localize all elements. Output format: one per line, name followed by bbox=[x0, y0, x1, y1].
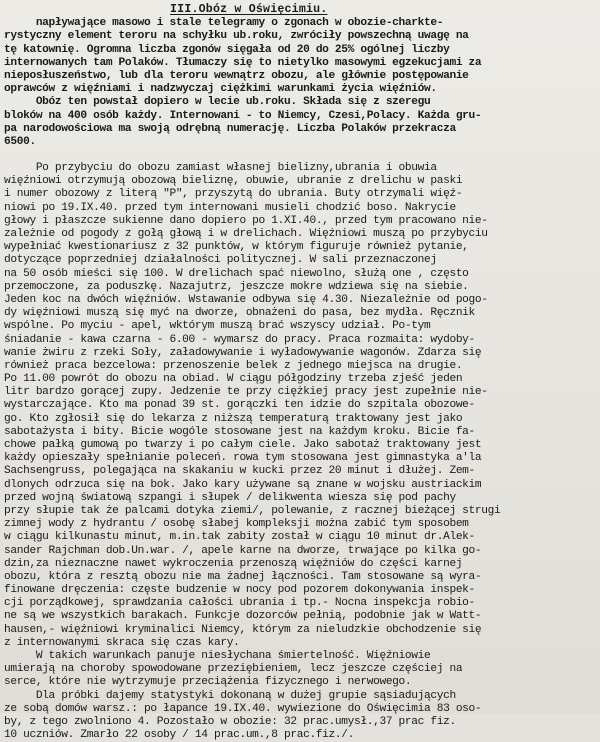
text-line: bloków na 400 osób każdy. Internowani - to Niemcy, Czesi,Polacy. Każda gru- bbox=[4, 109, 482, 122]
text-line: przed wojną światową szpangi i słupek / delikwenta wiesza się pod pachy bbox=[4, 491, 456, 504]
text-line: 6500. bbox=[4, 135, 36, 148]
text-line: tę katownię. Ogromna liczba zgonów sięgała od 20 do 25% ogólnej liczby bbox=[4, 43, 450, 56]
paragraph-mortality bbox=[4, 650, 596, 742]
text-line: niowi po 19.IX.40. przed tym internowani musieli chodzić boso. Nakrycie bbox=[4, 201, 456, 214]
text-line: głowy i płaszcze sukienne dano dopiero po 1.XI.40., przed tym pracowano nie- bbox=[4, 214, 488, 227]
text-line: z internowanymi skraca się czas kary. bbox=[4, 636, 240, 649]
text-line: Obóz ten powstał dopiero w lecie ub.roku. Składa się z szeregu bbox=[4, 96, 431, 109]
text-line: wspólne. Po myciu - apel, wktórym muszą brać wszyscy udział. Po-tym bbox=[4, 320, 431, 333]
text-line: zależnie od pogody z gołą głową i w drelichach. Więźniowi muszą po przybyciu bbox=[4, 228, 488, 241]
text-line: śniadanie - kawa czarna - 6.00 - wymarsz do pracy. Praca rozmaita: wydoby- bbox=[4, 333, 475, 346]
text-line: dlonych odrzuca się na bok. Jako kary używane są znane w wojsku austriackim bbox=[4, 478, 482, 491]
text-line: więźniowi otrzymują obozową bieliznę, obuwie, ubranie z drelichu w paski bbox=[4, 175, 463, 188]
text-line: w ciągu kilkunastu minut, m.in.tak zabity został w ciągu 10 minut dr.Alek- bbox=[4, 531, 475, 544]
text-line: wystarczające. Kto ma ponad 39 st. gorączki ten idzie do szpitala obozowe- bbox=[4, 399, 475, 412]
text-line: dotyczące poprzedniej działalności politycznej. W sali przeznaczonej bbox=[4, 254, 437, 267]
text-line: oprawców z więźniami i nadzwyczaj ciężkimi warunkami życia więźniów. bbox=[4, 83, 437, 96]
text-line: chowe pałką gumową po twarzy i po całym ciele. Jako sabotaż traktowany jest bbox=[4, 439, 482, 452]
text-line: ze sobą domów warsz.: po łapance 19.IX.40. wywiezione do Oświęcimia 83 oso- bbox=[4, 702, 482, 715]
text-line: go. Kto zgłosił się do lekarza z niższą temperaturą traktowany jest jako bbox=[4, 412, 463, 425]
text-line: ne są we wszystkich barakach. Funkcje dozorców pełnią, podobnie jak w Watt- bbox=[4, 610, 482, 623]
text-line: dy więźniowi muszą się myć na dworze, obnażeni do pasa, bez mydła. Ręcznik bbox=[4, 307, 475, 320]
text-line: umierają na choroby spowodowane przeziębieniem, lecz jeszcze częściej na bbox=[4, 663, 463, 676]
text-line: pa narodowościowa ma swoją odrębną numerację. Liczba Polaków przekracza bbox=[4, 122, 456, 135]
text-line: 10 uczniów. Zmarło 22 osoby / 14 prac.um.,8 prac.fiz./. bbox=[4, 729, 354, 742]
text-line: Dla próbki dajemy statystyki dokonaną w dużej grupie sąsiadujących bbox=[4, 689, 456, 702]
text-line: Jeden koc na dwóch więźniów. Wstawanie odbywa się 4.30. Niezależnie od pogo- bbox=[4, 293, 488, 306]
text-line: na 50 osób mieści się 100. W drelichach spać niewolno, służą one , często bbox=[4, 267, 469, 280]
text-line: cji porządkowej, sprawdzania całości ubrania i tp.- Nocna inspekcja robio- bbox=[4, 597, 475, 610]
paragraph-intro bbox=[4, 17, 596, 96]
paragraph-camp-structure bbox=[4, 96, 596, 149]
text-line: sabotażysta i bity. Bicie wogóle stosowane jest na każdym kroku. Bicie fa- bbox=[4, 425, 475, 438]
paragraph-gap bbox=[4, 149, 596, 162]
text-line: zimnej wody z hydrantu / osobę słabej kompleksji można zabić tym sposobem bbox=[4, 518, 469, 531]
text-line: serce, które nie wytrzymuje przeciążenia fizycznego i nerwowego. bbox=[4, 676, 412, 689]
text-line: przy słupie tak że palcami dotyka ziemi/, polewanie, z racznej bieżącej strugi bbox=[4, 504, 501, 517]
text-line: W takich warunkach panuje niesłychana śmiertelność. Więźniowie bbox=[4, 650, 431, 663]
text-line: każdy opieszały spełnianie poleceń. rowa tym stosowana jest gimnastyka a'la bbox=[4, 452, 482, 465]
text-line: Po przybyciu do obozu zamiast własnej bielizny,ubrania i obuwia bbox=[4, 162, 437, 175]
text-line: dzin,za nieznaczne nawet wykroczenia przenoszą więźniów do części karnej bbox=[4, 557, 463, 570]
text-line: wanie żwiru z rzeki Soły, załadowywanie i wyładowywanie wagonów. Zdarza się bbox=[4, 346, 482, 359]
text-line: i numer obozowy z literą "P", przyszytą do ubrania. Buty otrzymali więź- bbox=[4, 188, 463, 201]
text-line: obozu, która z resztą obozu nie ma żadnej łączności. Tam stosowane są wyra- bbox=[4, 570, 482, 583]
text-line: hausen,- więźniowi kryminalici Niemcy, którym za nieludzkie obchodzenie się bbox=[4, 623, 482, 636]
text-line: napływające masowo i stale telegramy o zgonach w obozie-charkte- bbox=[4, 17, 444, 30]
text-line: internowanych tam Polaków. Tłumaczy się to nietylko masowymi egzekucjami za bbox=[4, 56, 482, 69]
text-line: wypełniać kwestionariusz z 32 punktów, w którym figuruje również pytanie, bbox=[4, 241, 469, 254]
text-line: przemoczone, za poduszkę. Nazajutrz, jeszcze mokre wdziewa się na siebie. bbox=[4, 280, 469, 293]
paragraph-camp-conditions bbox=[4, 162, 596, 650]
text-line: rystyczny element teroru na schyłku ub.roku, zwróciły powszechną uwagę na bbox=[4, 30, 469, 43]
text-line: nieposłuszeństwo, lub dla teroru wewnątrz obozu, ale głównie postępowanie bbox=[4, 69, 469, 82]
title-text: III.Obóz w Oświęcimiu. bbox=[170, 3, 328, 16]
text-line: finowane dręczenia: częste budzenie w nocy pod pozorem dokonywania inspek- bbox=[4, 584, 475, 597]
document-title bbox=[4, 3, 596, 16]
text-line: litr bardzo gorącej zupy. Jedzenie te przy ciężkiej pracy jest zupełnie nie- bbox=[4, 386, 488, 399]
text-line: również praca bezcelowa: przenoszenie belek z jednego miejsca na drugie. bbox=[4, 359, 463, 372]
text-line: sander Rajchman dob.Un.war. /, apele karne na dworze, trwające po kilka go- bbox=[4, 544, 482, 557]
text-line: Sachsengruss, polegająca na skakaniu w kucki przez 20 minut i dłużej. Zem- bbox=[4, 465, 475, 478]
text-line: by, z tego zwolniono 4. Pozostało w obozie: 32 prac.umysł.,37 prac fiz. bbox=[4, 715, 456, 728]
text-line: Po 11.00 powrót do obozu na obiad. W ciągu półgodziny trzeba zjeść jeden bbox=[4, 373, 463, 386]
